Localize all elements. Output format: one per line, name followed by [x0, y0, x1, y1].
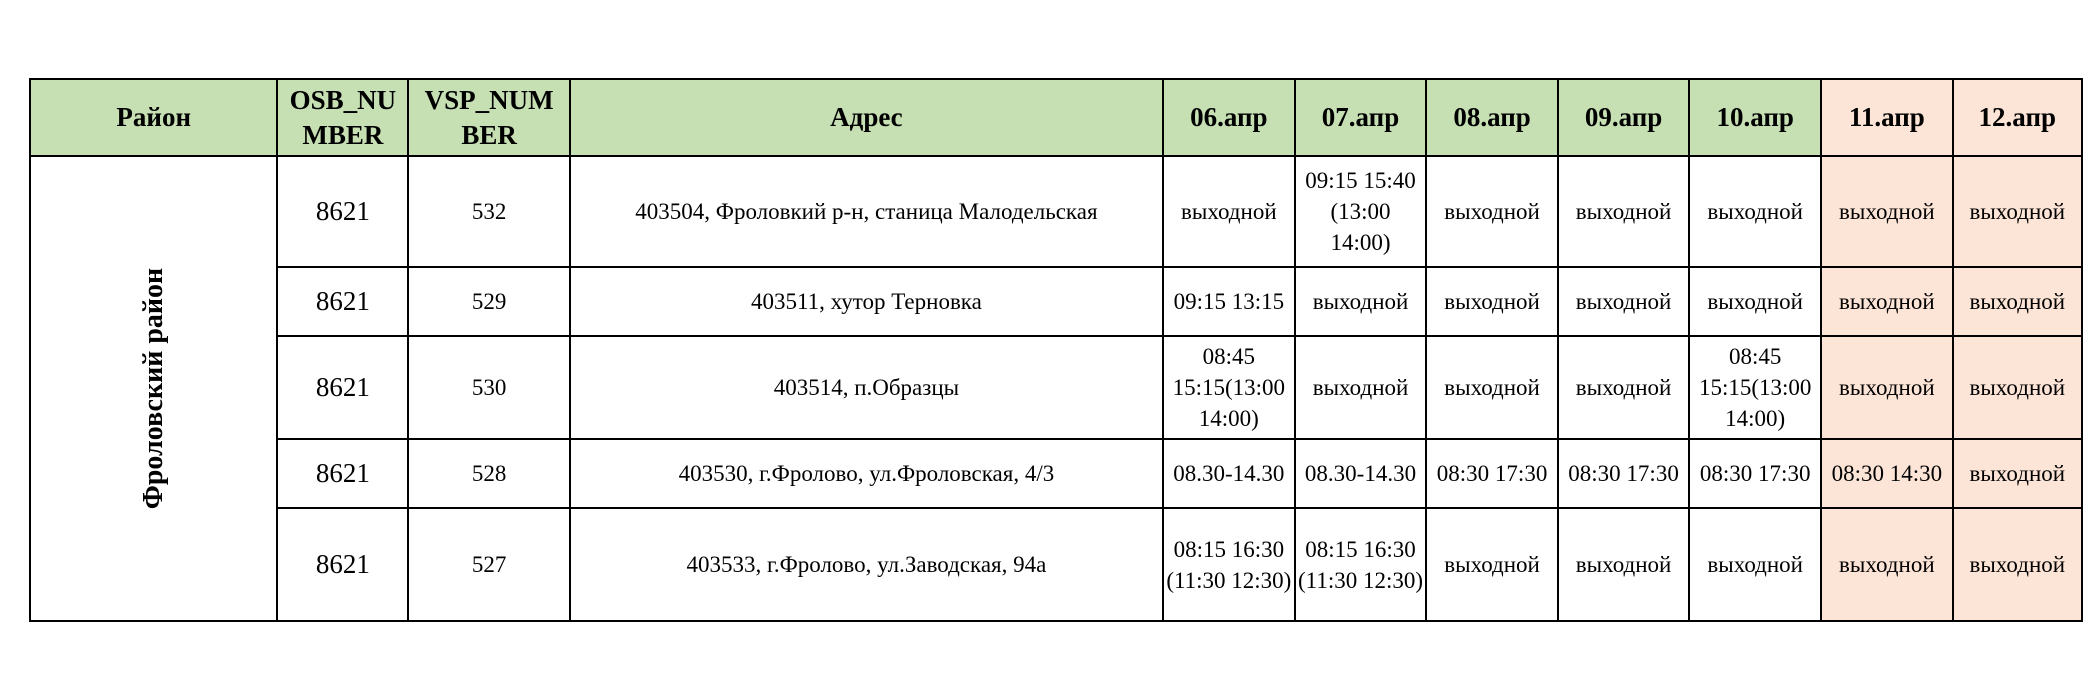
vsp-number: 527: [408, 508, 570, 621]
day-hours: выходной: [1295, 336, 1427, 439]
header-address: Адрес: [570, 79, 1163, 156]
day-hours: выходной: [1163, 156, 1295, 267]
day-hours: выходной: [1558, 267, 1690, 336]
day-hours-weekend: выходной: [1821, 508, 1953, 621]
day-hours: выходной: [1426, 267, 1558, 336]
day-hours: 08:45 15:15(13:00 14:00): [1163, 336, 1295, 439]
day-hours: выходной: [1558, 336, 1690, 439]
day-hours: выходной: [1426, 156, 1558, 267]
day-hours: 08:30 17:30: [1426, 439, 1558, 508]
address: 403530, г.Фролово, ул.Фроловская, 4/3: [570, 439, 1163, 508]
address: 403533, г.Фролово, ул.Заводская, 94а: [570, 508, 1163, 621]
day-hours: 09:15 13:15: [1163, 267, 1295, 336]
day-hours: 09:15 15:40 (13:00 14:00): [1295, 156, 1427, 267]
header-date: 06.апр: [1163, 79, 1295, 156]
day-hours-weekend: выходной: [1821, 267, 1953, 336]
address: 403514, п.Образцы: [570, 336, 1163, 439]
day-hours: 08:45 15:15(13:00 14:00): [1689, 336, 1821, 439]
day-hours: выходной: [1689, 508, 1821, 621]
day-hours: 08:15 16:30 (11:30 12:30): [1295, 508, 1427, 621]
osb-number: 8621: [277, 267, 408, 336]
day-hours: выходной: [1558, 508, 1690, 621]
day-hours-weekend: 08:30 14:30: [1821, 439, 1953, 508]
header-date: 07.апр: [1295, 79, 1427, 156]
day-hours-weekend: выходной: [1953, 267, 2082, 336]
schedule-table: [29, 78, 2083, 622]
header-date: 10.апр: [1689, 79, 1821, 156]
table-row: [30, 267, 2082, 336]
day-hours: 08:30 17:30: [1558, 439, 1690, 508]
table-row: [30, 439, 2082, 508]
day-hours-weekend: выходной: [1953, 508, 2082, 621]
day-hours-weekend: выходной: [1953, 439, 2082, 508]
osb-number: 8621: [277, 156, 408, 267]
day-hours: 08:30 17:30: [1689, 439, 1821, 508]
osb-number: 8621: [277, 336, 408, 439]
header-date-weekend: 11.апр: [1821, 79, 1953, 156]
region-label: Фроловский район: [138, 267, 170, 509]
day-hours: 08.30-14.30: [1295, 439, 1427, 508]
day-hours-weekend: выходной: [1821, 156, 1953, 267]
header-date: 08.апр: [1426, 79, 1558, 156]
day-hours-weekend: выходной: [1953, 156, 2082, 267]
day-hours: выходной: [1295, 267, 1427, 336]
header-date-weekend: 12.апр: [1953, 79, 2082, 156]
address: 403511, хутор Терновка: [570, 267, 1163, 336]
vsp-number: 532: [408, 156, 570, 267]
table-row: [30, 336, 2082, 439]
day-hours: 08.30-14.30: [1163, 439, 1295, 508]
day-hours: 08:15 16:30 (11:30 12:30): [1163, 508, 1295, 621]
address: 403504, Фроловкий р-н, станица Малодельская: [570, 156, 1163, 267]
day-hours: выходной: [1558, 156, 1690, 267]
header-row: [30, 79, 2082, 156]
day-hours: выходной: [1689, 156, 1821, 267]
day-hours-weekend: выходной: [1821, 336, 1953, 439]
vsp-number: 529: [408, 267, 570, 336]
header-region: Район: [30, 79, 277, 156]
table-row: [30, 508, 2082, 621]
region-cell: [30, 156, 277, 621]
vsp-number: 528: [408, 439, 570, 508]
header-date: 09.апр: [1558, 79, 1690, 156]
header-osb-number: OSB_NU MBER: [277, 79, 408, 156]
table-row: [30, 156, 2082, 267]
day-hours: выходной: [1689, 267, 1821, 336]
header-vsp-number: VSP_NUM BER: [408, 79, 570, 156]
day-hours-weekend: выходной: [1953, 336, 2082, 439]
vsp-number: 530: [408, 336, 570, 439]
day-hours: выходной: [1426, 336, 1558, 439]
day-hours: выходной: [1426, 508, 1558, 621]
osb-number: 8621: [277, 439, 408, 508]
osb-number: 8621: [277, 508, 408, 621]
